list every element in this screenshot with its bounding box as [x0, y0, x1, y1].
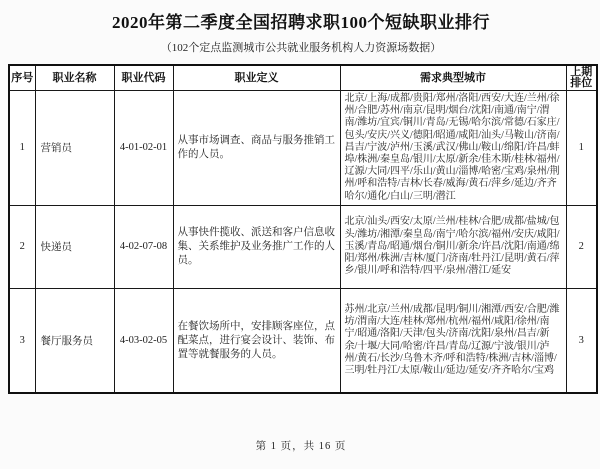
row-index-cell: 3 — [9, 288, 35, 393]
occupation-definition-cell: 从事快件揽收、派送和客户信息收集、关系维护及业务推广工作的人员。 — [173, 205, 340, 288]
header-cell-occupation-name: 职业名称 — [35, 65, 114, 91]
table-row — [9, 205, 597, 288]
table-row — [9, 288, 597, 393]
shortage-occupations-table — [8, 64, 598, 394]
occupation-name-cell: 餐厅服务员 — [35, 288, 114, 393]
occupation-definition-cell: 从事市场调查、商品与服务推销工作的人员。 — [173, 91, 340, 206]
demand-cities-cell: 北京/上海/成都/贵阳/郑州/洛阳/西安/大连/兰州/徐州/合肥/苏州/南京/昆明/烟台/沈阳/南通/南宁/渭南/潍坊/宜宾/铜川/青岛/无锡/哈尔滨/常德/石家庄/包头/安庆/兴义/德阳/昭通/咸阳/汕头/马鞍山/济南/昌吉/宁波/泸州/玉溪/武汉/佛山/鞍山/绵阳/许昌/蚌埠/株洲/秦皇岛/银川/太原/新余/佳木斯/桂林/福州/辽源/大同/四平/乐山/黄山/淄博/哈密/宝鸡/泉州/荆州/呼和浩特/吉林/长春/威海/黄石/萍乡/延边/齐齐哈尔/通化/白山/三明/潜江 — [340, 91, 566, 206]
occupation-definition-cell: 在餐饮场所中，安排顾客座位，点配菜点，进行宴会设计、装饰、布置等就餐服务的人员。 — [173, 288, 340, 393]
occupation-code-cell: 4-02-07-08 — [114, 205, 173, 288]
page-title: 2020年第二季度全国招聘求职100个短缺职业排行 — [112, 13, 490, 32]
previous-rank-cell: 2 — [566, 205, 597, 288]
header-cell-no: 序号 — [9, 65, 35, 91]
page-subtitle: （102个定点监测城市公共就业服务机构人力资源场数据） — [160, 42, 442, 54]
row-index-cell: 1 — [9, 91, 35, 206]
occupation-code-cell: 4-03-02-05 — [114, 288, 173, 393]
header-cell-occupation-definition: 职业定义 — [173, 65, 340, 91]
occupation-name-cell: 营销员 — [35, 91, 114, 206]
row-index-cell: 2 — [9, 205, 35, 288]
header-cell-demand-cities: 需求典型城市 — [340, 65, 566, 91]
demand-cities-cell: 苏州/北京/兰州/成都/昆明/铜川/湘潭/西安/合肥/潍坊/渭南/大连/桂林/郑州/杭州/福州/咸阳/徐州/南宁/昭通/洛阳/天津/包头/济南/沈阳/泉州/昌吉/新余/十堰/大同/哈密/许昌/青岛/辽源/宁波/银川/泸州/黄石/长沙/乌鲁木齐/呼和浩特/株洲/吉林/淄博/三明/牡丹江/太原/鞍山/延边/延安/齐齐哈尔/宝鸡 — [340, 288, 566, 393]
occupation-name-cell: 快递员 — [35, 205, 114, 288]
table-header-row — [9, 65, 597, 91]
page-number: 第 1 页，共 16 页 — [255, 441, 347, 453]
previous-rank-cell: 1 — [566, 91, 597, 206]
table-body — [9, 91, 597, 394]
occupation-code-cell: 4-01-02-01 — [114, 91, 173, 206]
table-row — [9, 91, 597, 206]
header-cell-occupation-code: 职业代码 — [114, 65, 173, 91]
previous-rank-cell: 3 — [566, 288, 597, 393]
demand-cities-cell: 北京/汕头/西安/太原/兰州/桂林/合肥/成都/盐城/包头/潍坊/湘潭/秦皇岛/南宁/哈尔滨/福州/安庆/咸阳/玉溪/青岛/昭通/烟台/铜川/新余/许昌/沈阳/南通/绵阳/郑州/株洲/吉林/厦门/济南/牡丹江/昆明/黄石/萍乡/银川/呼和浩特/四平/泉州/潜江/延安 — [340, 205, 566, 288]
header-cell-previous-rank: 上期排位 — [566, 65, 597, 91]
